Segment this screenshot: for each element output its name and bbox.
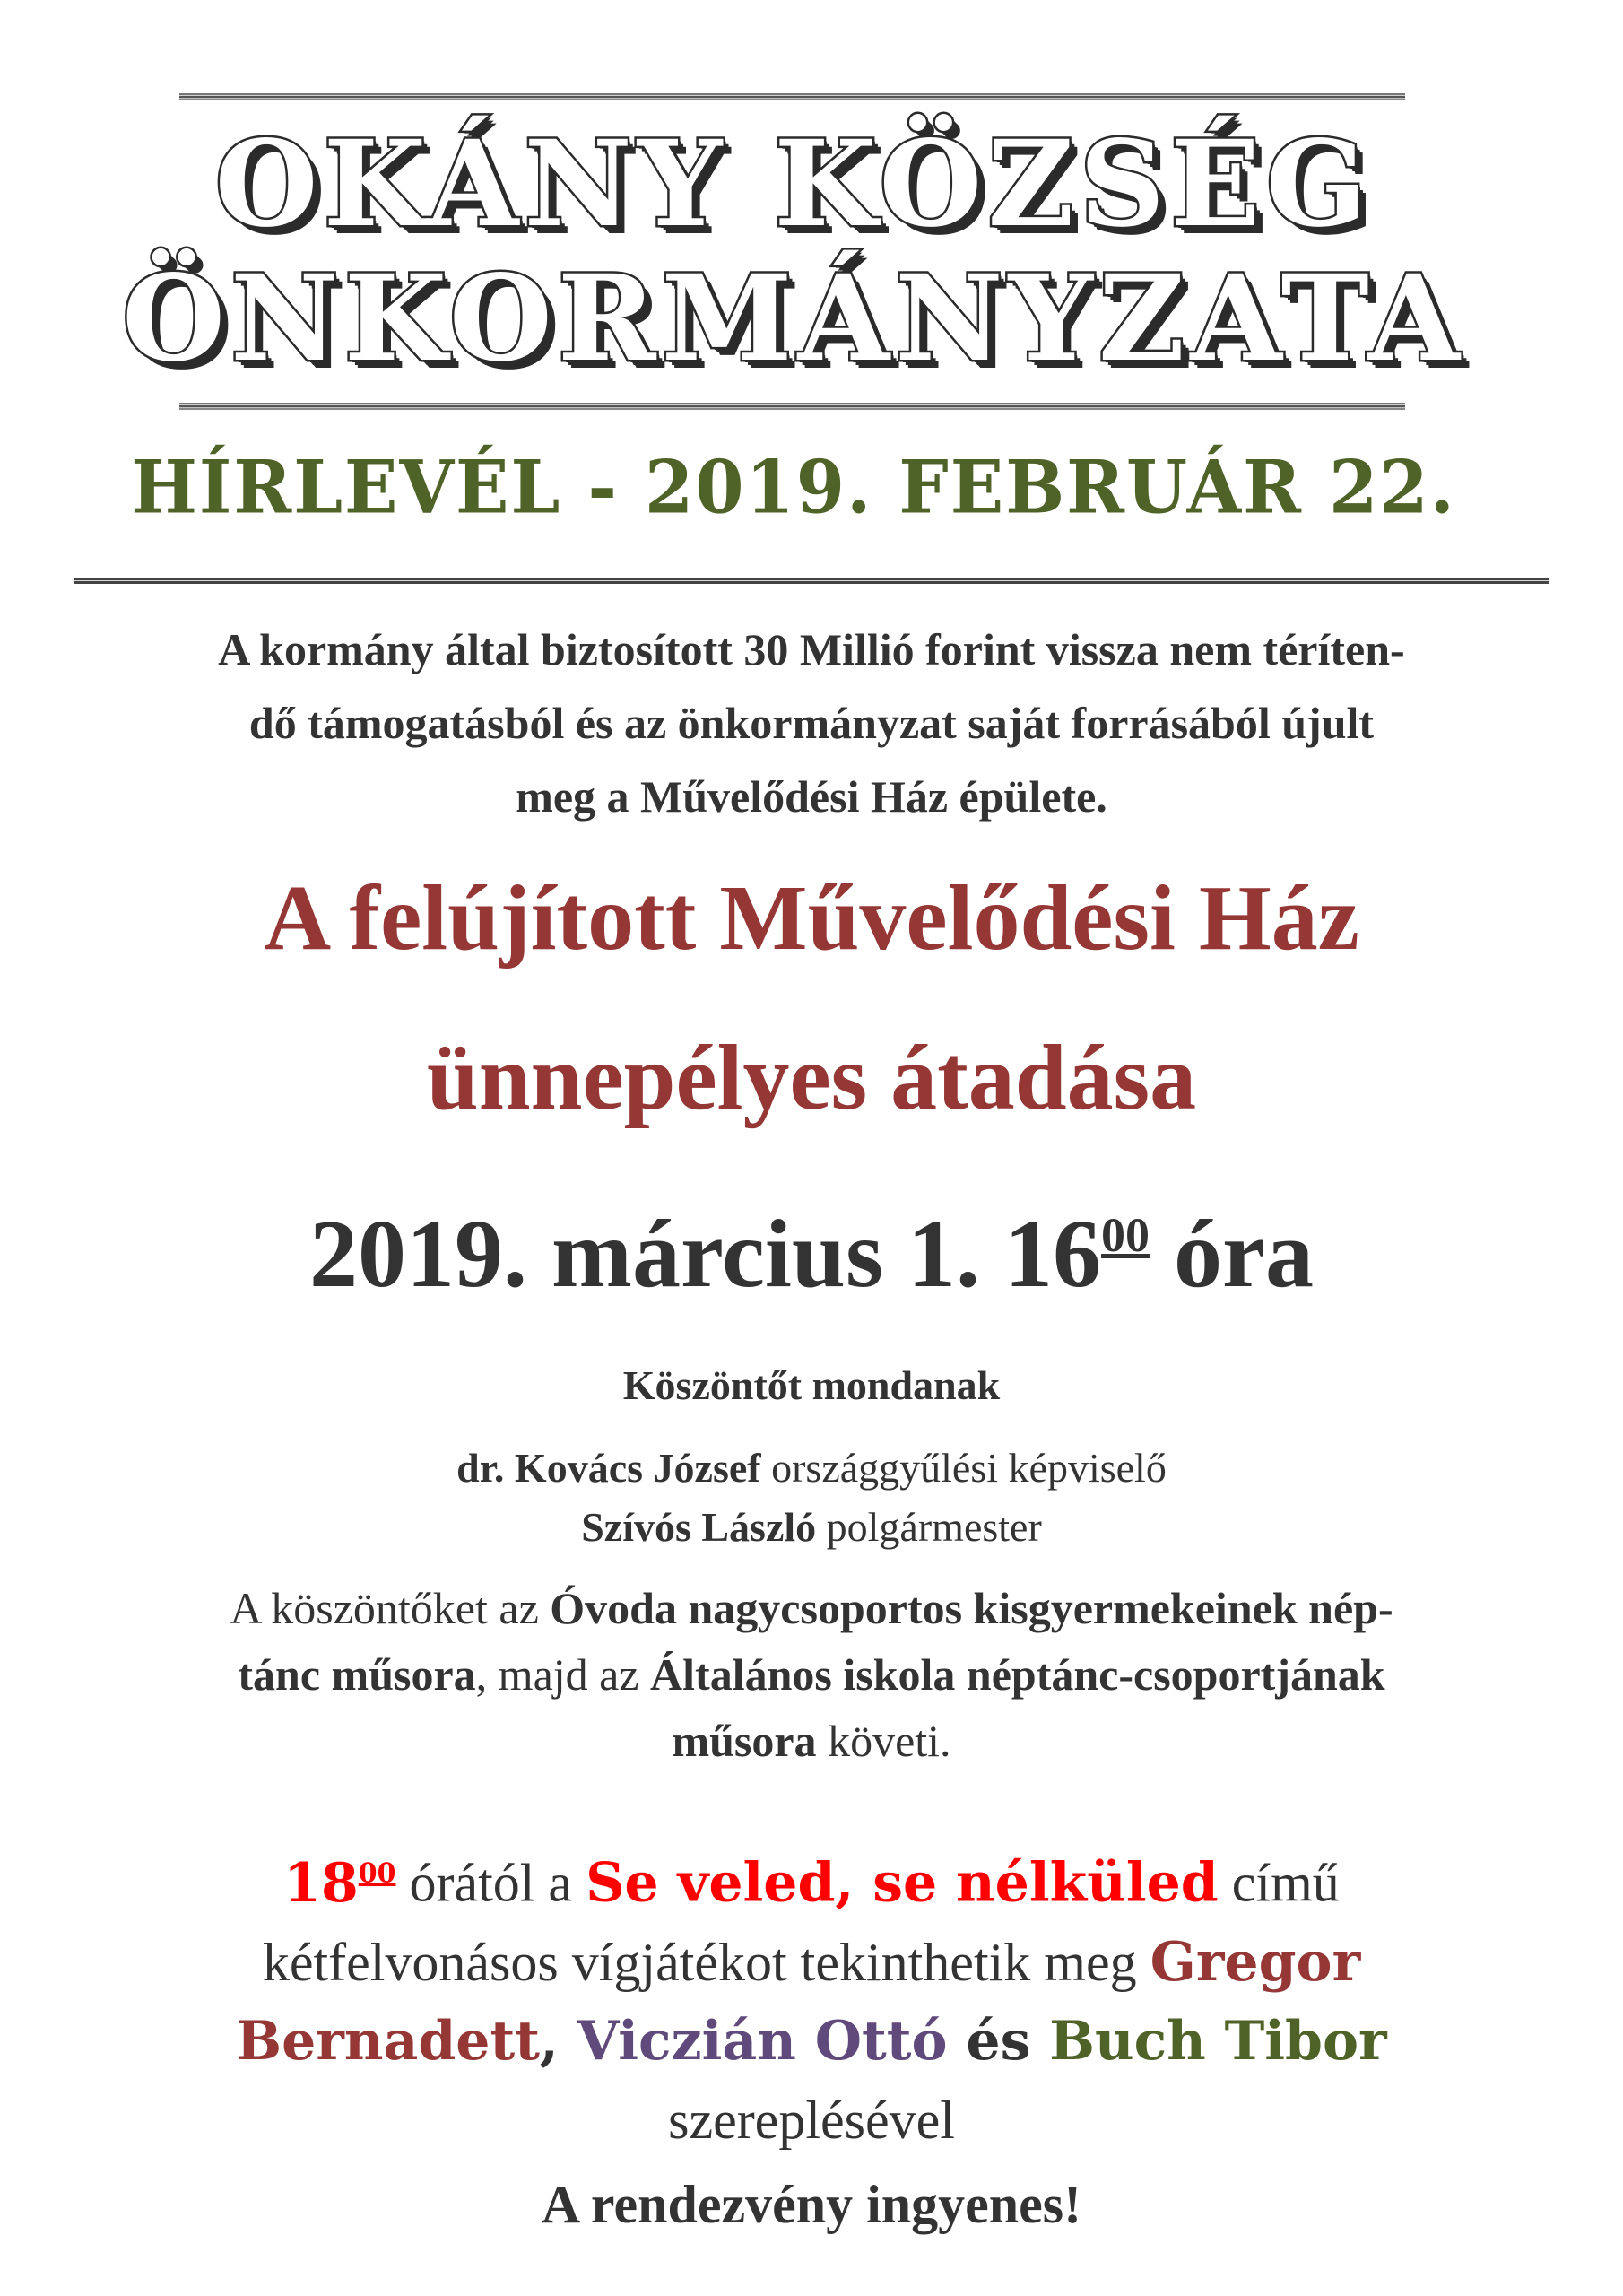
program-text: , majd az — [475, 1649, 651, 1700]
event-time-minutes: 00 — [1101, 1208, 1150, 1263]
intro-line: meg a Művelődési Ház épülete. — [516, 771, 1107, 822]
intro-line: A kormány által biztosított 30 Millió forint vissza nem téríten- — [218, 624, 1405, 674]
show-title: Se veled, se nélküled — [586, 1851, 1219, 1915]
show-line: szereplésével — [668, 2090, 955, 2150]
show-line — [0, 1834, 1623, 1923]
speaker-item — [0, 1439, 1623, 1498]
free-admission-notice: A rendezvény ingyenes! — [541, 2175, 1082, 2234]
show-text: kétfelvonásos vígjátékot tekinthetik meg — [262, 1932, 1150, 1992]
speaker-list — [0, 1439, 1623, 1557]
show-time-hour: 18 — [283, 1851, 359, 1915]
event-headline-line-1: A felújított Művelődési Ház — [264, 866, 1359, 970]
speaker-role: országgyűlési képviselő — [760, 1445, 1167, 1491]
intro-line: dő támogatásból és az önkormányzat saját forrásából újult — [248, 698, 1375, 748]
newsletter-date-title: HÍRLEVÉL - 2019. FEBRUÁR 22. — [131, 444, 1456, 531]
program-highlight: tánc műsora — [238, 1649, 476, 1700]
event-date: 2019. március 1. 16 — [309, 1201, 1102, 1308]
program-highlight: Általános iskola néptánc-csoportjának — [650, 1649, 1385, 1700]
program-highlight: műsora — [672, 1716, 817, 1766]
actor-name: Viczián Ottó — [577, 2009, 948, 2073]
speaker-name: dr. Kovács József — [456, 1445, 761, 1491]
actor-name: Gregor — [1150, 1930, 1361, 1994]
show-time-minutes: 00 — [358, 1857, 396, 1889]
intro-paragraph — [0, 613, 1623, 833]
section-divider — [74, 578, 1549, 584]
event-time-suffix: óra — [1150, 1201, 1314, 1308]
show-line — [0, 2002, 1623, 2081]
show-paragraph — [0, 1834, 1623, 2160]
greetings-title: Köszöntőt mondanak — [622, 1362, 1001, 1408]
separator: és — [947, 2009, 1050, 2073]
program-paragraph — [0, 1575, 1623, 1774]
program-text: A köszöntőket az — [230, 1583, 551, 1633]
actor-name: Buch Tibor — [1049, 2009, 1387, 2073]
masthead-bottom-rule — [179, 403, 1405, 410]
masthead-top-rule — [179, 93, 1405, 100]
speaker-item — [0, 1498, 1623, 1557]
event-datetime — [0, 1201, 1623, 1308]
program-line — [0, 1575, 1623, 1641]
masthead-line-2: ÖNKORMÁNYZATA — [122, 249, 1465, 388]
program-highlight: Óvoda nagycsoportos kisgyermekeinek nép- — [550, 1583, 1393, 1633]
show-text: című — [1218, 1853, 1340, 1913]
speaker-name: Szívós László — [581, 1504, 817, 1550]
speaker-role: polgármester — [816, 1504, 1042, 1550]
separator: , — [539, 2009, 577, 2073]
program-text: követi. — [816, 1716, 951, 1766]
show-text: órától a — [395, 1853, 586, 1913]
masthead-line-1: OKÁNY KÖZSÉG — [214, 115, 1373, 254]
program-line — [0, 1641, 1623, 1708]
actor-name: Bernadett — [236, 2009, 540, 2073]
show-time — [283, 1852, 395, 1915]
show-line — [0, 1923, 1623, 2002]
event-headline-line-2: ünnepélyes átadása — [426, 1026, 1197, 1129]
program-line — [0, 1708, 1623, 1774]
